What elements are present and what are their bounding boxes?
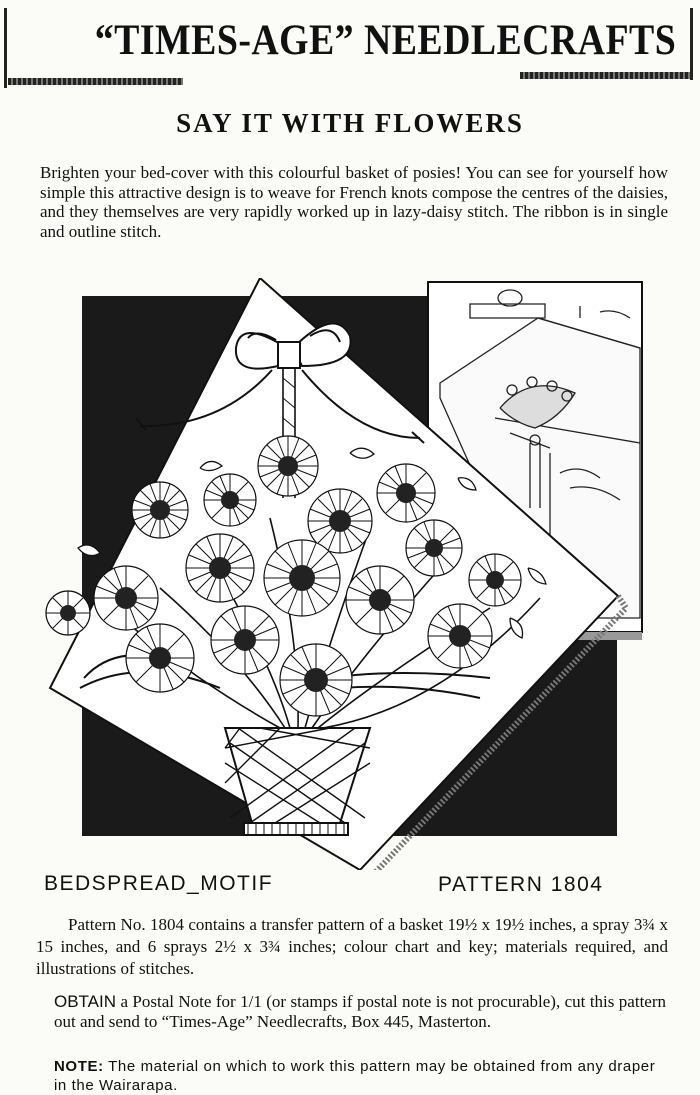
masthead-rule-right (520, 72, 692, 79)
caption-pattern-number: PATTERN 1804 (438, 873, 604, 896)
note-lead-word: NOTE: (54, 1058, 104, 1075)
note-body: The material on which to work this pattern may be obtained from any draper in the Wairarapa. (54, 1058, 656, 1094)
article-heading: SAY IT WITH FLOWERS (176, 108, 524, 138)
masthead-rule-left (8, 78, 183, 85)
masthead (0, 0, 700, 92)
right-border-rule (690, 8, 693, 80)
basket-motif-drawing (40, 278, 672, 870)
material-note (54, 1057, 666, 1095)
masthead-title: “TIMES-AGE” NEEDLECRAFTS (94, 17, 677, 64)
ordering-instructions (54, 992, 666, 1031)
obtain-lead-word: OBTAIN (54, 992, 117, 1011)
pattern-illustration (40, 278, 672, 870)
left-border-rule (4, 8, 7, 88)
pattern-details-paragraph: Pattern No. 1804 contains a transfer pattern of a basket 19½ x 19½ inches, a spray 3¾ x 15 inches, and 6 sprays 2½ x 3¾ inches; colour chart and key; materials required, and illustrations of stitches. (36, 915, 668, 978)
intro-paragraph: Brighten your bed-cover with this colourful basket of posies! You can see for yourself how simple this attractive design is to weave for French knots compose the centres of the daisies, and they themselves are very rapidly worked up in lazy-daisy stitch. The ribbon is in single and outline stitch. (40, 163, 668, 241)
caption-bedspread-motif: BEDSPREAD_MOTIF (44, 872, 274, 895)
obtain-body: a Postal Note for 1/1 (or stamps if postal note is not procurable), cut this pattern out and send to “Times-Age” Needlecrafts, Box 445, Masterton. (54, 992, 666, 1031)
